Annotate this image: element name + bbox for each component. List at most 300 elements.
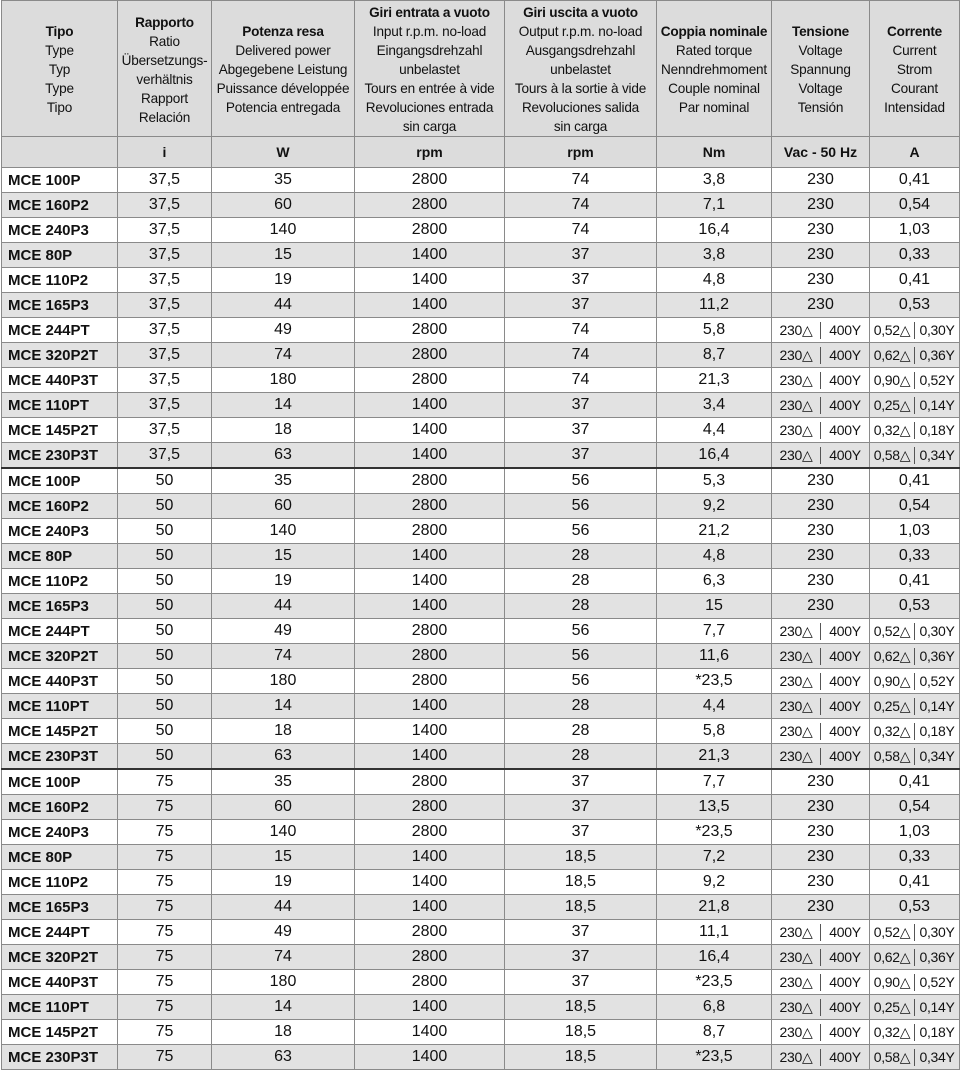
cell-out: 74 — [505, 318, 657, 343]
header-input_rpm-line: sin carga — [402, 119, 457, 134]
cell-type: MCE 230P3T — [2, 1045, 118, 1070]
cell-cur-delta: 0,62△ — [870, 949, 915, 966]
cell-volt-star: 400Y — [829, 723, 861, 739]
header-torque-line: Rated torque — [675, 43, 753, 58]
cell-ratio: 50 — [118, 719, 212, 744]
cell-type: MCE 100P — [2, 468, 118, 494]
header-torque — [657, 1, 772, 137]
header-ratio-line: Rapport — [141, 90, 188, 106]
cell-type: MCE 440P3T — [2, 368, 118, 393]
unit-input_rpm: rpm — [355, 137, 505, 168]
header-input_rpm-line: Input r.p.m. no-load — [372, 24, 487, 39]
cell-volt — [772, 719, 870, 744]
cell-torque: 7,7 — [657, 769, 772, 795]
header-voltage-line: Voltage — [798, 81, 843, 96]
cell-cur-star: 0,36Y — [919, 347, 955, 363]
cell-volt-delta: 230△ — [772, 974, 821, 991]
cell-volt: 230 — [772, 519, 870, 544]
cell-cur — [870, 995, 960, 1020]
cell-out: 74 — [505, 168, 657, 193]
cell-cur-delta: 0,25△ — [870, 397, 915, 414]
cell-cur-delta: 0,90△ — [870, 673, 915, 690]
motor-spec-table — [1, 0, 960, 1070]
cell-type: MCE 320P2T — [2, 343, 118, 368]
cell-cur — [870, 619, 960, 644]
header-voltage — [772, 1, 870, 137]
cell-ratio: 75 — [118, 945, 212, 970]
cell-torque: 16,4 — [657, 945, 772, 970]
cell-cur-star: 0,36Y — [919, 648, 955, 664]
cell-power: 19 — [212, 569, 355, 594]
cell-out: 37 — [505, 970, 657, 995]
table-row — [2, 193, 960, 218]
cell-cur-delta: 0,32△ — [870, 1024, 915, 1041]
cell-torque: *23,5 — [657, 820, 772, 845]
header-current-line: Current — [892, 43, 937, 58]
cell-torque: 8,7 — [657, 1020, 772, 1045]
cell-in: 1400 — [355, 393, 505, 418]
cell-volt — [772, 920, 870, 945]
cell-cur-star: 0,18Y — [919, 723, 955, 739]
cell-volt-star: 400Y — [829, 999, 861, 1015]
cell-volt-delta: 230△ — [772, 322, 821, 339]
cell-power: 140 — [212, 519, 355, 544]
cell-power: 60 — [212, 193, 355, 218]
cell-out: 37 — [505, 820, 657, 845]
cell-in: 2800 — [355, 318, 505, 343]
header-torque-line: Par nominal — [678, 100, 750, 115]
cell-in: 2800 — [355, 494, 505, 519]
cell-type: MCE 80P — [2, 243, 118, 268]
cell-volt-star: 400Y — [829, 322, 861, 338]
cell-cur-delta: 0,25△ — [870, 698, 915, 715]
cell-type: MCE 320P2T — [2, 945, 118, 970]
cell-power: 74 — [212, 945, 355, 970]
cell-cur-delta: 0,90△ — [870, 372, 915, 389]
cell-power: 44 — [212, 895, 355, 920]
cell-cur-star: 0,30Y — [919, 322, 955, 338]
cell-out: 56 — [505, 669, 657, 694]
cell-in: 1400 — [355, 569, 505, 594]
table-row — [2, 619, 960, 644]
cell-torque: 3,8 — [657, 168, 772, 193]
table-row — [2, 694, 960, 719]
cell-in: 2800 — [355, 619, 505, 644]
cell-ratio: 37,5 — [118, 443, 212, 469]
cell-out: 37 — [505, 795, 657, 820]
cell-volt: 230 — [772, 168, 870, 193]
cell-in: 2800 — [355, 193, 505, 218]
cell-cur-delta: 0,52△ — [870, 623, 915, 640]
table-row — [2, 519, 960, 544]
cell-in: 1400 — [355, 418, 505, 443]
cell-cur-star: 0,14Y — [919, 999, 955, 1015]
cell-type: MCE 80P — [2, 544, 118, 569]
table-row — [2, 393, 960, 418]
cell-out: 18,5 — [505, 845, 657, 870]
cell-cur-star: 0,52Y — [919, 673, 955, 689]
cell-cur: 0,41 — [870, 870, 960, 895]
cell-volt-delta: 230△ — [772, 949, 821, 966]
cell-volt-delta: 230△ — [772, 372, 821, 389]
cell-volt — [772, 368, 870, 393]
header-type-line: Tipo — [45, 24, 74, 39]
cell-volt: 230 — [772, 795, 870, 820]
cell-cur — [870, 920, 960, 945]
unit-torque: Nm — [657, 137, 772, 168]
cell-in: 1400 — [355, 544, 505, 569]
cell-torque: 4,4 — [657, 418, 772, 443]
cell-power: 18 — [212, 1020, 355, 1045]
cell-volt: 230 — [772, 468, 870, 494]
cell-cur: 0,41 — [870, 769, 960, 795]
cell-volt-delta: 230△ — [772, 748, 821, 765]
cell-volt: 230 — [772, 193, 870, 218]
cell-torque: 3,8 — [657, 243, 772, 268]
cell-ratio: 50 — [118, 669, 212, 694]
cell-cur: 0,53 — [870, 293, 960, 318]
cell-volt — [772, 995, 870, 1020]
cell-volt-delta: 230△ — [772, 723, 821, 740]
cell-power: 140 — [212, 820, 355, 845]
cell-volt-delta: 230△ — [772, 397, 821, 414]
table-row — [2, 418, 960, 443]
cell-type: MCE 110P2 — [2, 870, 118, 895]
cell-type: MCE 440P3T — [2, 970, 118, 995]
cell-out: 37 — [505, 243, 657, 268]
cell-cur — [870, 368, 960, 393]
cell-torque: 9,2 — [657, 494, 772, 519]
header-power-line: Puissance développée — [216, 81, 350, 96]
header-ratio-line: verhältnis — [136, 71, 193, 87]
cell-type: MCE 240P3 — [2, 519, 118, 544]
cell-cur — [870, 1045, 960, 1070]
cell-volt — [772, 644, 870, 669]
cell-volt — [772, 945, 870, 970]
cell-volt: 230 — [772, 845, 870, 870]
cell-torque: 11,2 — [657, 293, 772, 318]
header-output_rpm-line: Ausgangsdrehzahl — [525, 43, 636, 58]
cell-type: MCE 165P3 — [2, 293, 118, 318]
cell-ratio: 50 — [118, 644, 212, 669]
cell-type: MCE 230P3T — [2, 443, 118, 469]
cell-volt-star: 400Y — [829, 372, 861, 388]
cell-type: MCE 110PT — [2, 995, 118, 1020]
cell-cur-star: 0,30Y — [919, 924, 955, 940]
cell-ratio: 50 — [118, 468, 212, 494]
cell-cur — [870, 443, 960, 469]
table-row — [2, 569, 960, 594]
header-output_rpm-line: Revoluciones salida — [521, 100, 640, 115]
table-row — [2, 594, 960, 619]
cell-cur-star: 0,34Y — [919, 748, 955, 764]
cell-power: 63 — [212, 443, 355, 469]
cell-volt — [772, 744, 870, 770]
cell-volt: 230 — [772, 243, 870, 268]
cell-in: 1400 — [355, 293, 505, 318]
cell-ratio: 75 — [118, 870, 212, 895]
cell-type: MCE 110P2 — [2, 268, 118, 293]
cell-in: 1400 — [355, 443, 505, 469]
table-row — [2, 669, 960, 694]
cell-ratio: 75 — [118, 970, 212, 995]
cell-torque: 21,8 — [657, 895, 772, 920]
header-output_rpm-line: Tours à la sortie à vide — [514, 81, 647, 96]
cell-cur: 0,41 — [870, 168, 960, 193]
cell-cur — [870, 945, 960, 970]
cell-in: 2800 — [355, 368, 505, 393]
cell-volt-star: 400Y — [829, 422, 861, 438]
cell-cur-delta: 0,62△ — [870, 347, 915, 364]
cell-volt-delta: 230△ — [772, 347, 821, 364]
cell-volt-star: 400Y — [829, 698, 861, 714]
table-row — [2, 795, 960, 820]
cell-torque: 6,3 — [657, 569, 772, 594]
cell-power: 19 — [212, 870, 355, 895]
cell-cur: 0,41 — [870, 468, 960, 494]
unit-row — [2, 137, 960, 168]
cell-type: MCE 160P2 — [2, 494, 118, 519]
cell-in: 2800 — [355, 945, 505, 970]
cell-power: 60 — [212, 494, 355, 519]
cell-in: 2800 — [355, 669, 505, 694]
cell-type: MCE 320P2T — [2, 644, 118, 669]
cell-cur: 0,41 — [870, 569, 960, 594]
table-row — [2, 820, 960, 845]
cell-type: MCE 165P3 — [2, 594, 118, 619]
cell-cur-delta: 0,58△ — [870, 447, 915, 464]
cell-cur: 0,53 — [870, 895, 960, 920]
table-row — [2, 293, 960, 318]
cell-cur: 0,54 — [870, 193, 960, 218]
cell-type: MCE 244PT — [2, 920, 118, 945]
cell-ratio: 37,5 — [118, 193, 212, 218]
table-row — [2, 1020, 960, 1045]
cell-ratio: 37,5 — [118, 168, 212, 193]
cell-cur: 0,33 — [870, 243, 960, 268]
cell-cur-delta: 0,32△ — [870, 422, 915, 439]
cell-power: 60 — [212, 795, 355, 820]
cell-in: 1400 — [355, 870, 505, 895]
cell-type: MCE 240P3 — [2, 820, 118, 845]
cell-torque: 15 — [657, 594, 772, 619]
cell-ratio: 50 — [118, 494, 212, 519]
cell-out: 28 — [505, 744, 657, 770]
cell-type: MCE 100P — [2, 769, 118, 795]
table-body — [2, 168, 960, 1070]
table-row — [2, 544, 960, 569]
cell-type: MCE 80P — [2, 845, 118, 870]
cell-volt: 230 — [772, 594, 870, 619]
cell-cur-delta: 0,62△ — [870, 648, 915, 665]
header-row — [2, 1, 960, 137]
cell-power: 35 — [212, 769, 355, 795]
cell-power: 74 — [212, 343, 355, 368]
cell-volt: 230 — [772, 293, 870, 318]
unit-ratio: i — [118, 137, 212, 168]
cell-cur: 0,33 — [870, 845, 960, 870]
header-ratio-line: Übersetzungs- — [121, 52, 208, 68]
header-type-line: Tipo — [46, 100, 73, 115]
cell-power: 14 — [212, 995, 355, 1020]
cell-cur-star: 0,34Y — [919, 1049, 955, 1065]
cell-type: MCE 440P3T — [2, 669, 118, 694]
cell-torque: 11,6 — [657, 644, 772, 669]
header-current-line: Corrente — [886, 24, 943, 39]
cell-torque: 8,7 — [657, 343, 772, 368]
cell-cur-star: 0,52Y — [919, 372, 955, 388]
cell-torque: 16,4 — [657, 443, 772, 469]
cell-power: 18 — [212, 719, 355, 744]
cell-ratio: 75 — [118, 769, 212, 795]
cell-in: 1400 — [355, 694, 505, 719]
cell-cur-delta: 0,52△ — [870, 322, 915, 339]
cell-torque: 21,3 — [657, 744, 772, 770]
cell-power: 140 — [212, 218, 355, 243]
cell-ratio: 37,5 — [118, 318, 212, 343]
cell-torque: 7,7 — [657, 619, 772, 644]
cell-out: 18,5 — [505, 1045, 657, 1070]
cell-power: 63 — [212, 744, 355, 770]
cell-ratio: 50 — [118, 619, 212, 644]
cell-out: 37 — [505, 945, 657, 970]
cell-ratio: 37,5 — [118, 393, 212, 418]
unit-current: A — [870, 137, 960, 168]
header-current-line: Courant — [891, 81, 938, 96]
cell-power: 19 — [212, 268, 355, 293]
cell-type: MCE 145P2T — [2, 1020, 118, 1045]
header-input_rpm-line: Revoluciones entrada — [365, 100, 494, 115]
cell-in: 2800 — [355, 468, 505, 494]
cell-type: MCE 160P2 — [2, 193, 118, 218]
table-row — [2, 368, 960, 393]
cell-ratio: 50 — [118, 544, 212, 569]
cell-ratio: 37,5 — [118, 293, 212, 318]
cell-out: 56 — [505, 519, 657, 544]
cell-cur: 1,03 — [870, 519, 960, 544]
cell-volt — [772, 418, 870, 443]
cell-type: MCE 110P2 — [2, 569, 118, 594]
header-output_rpm-line: sin carga — [553, 119, 608, 134]
table-row — [2, 268, 960, 293]
cell-ratio: 75 — [118, 820, 212, 845]
header-type-line: Typ — [48, 62, 71, 77]
header-type — [2, 1, 118, 137]
table-row — [2, 468, 960, 494]
cell-out: 28 — [505, 719, 657, 744]
cell-volt: 230 — [772, 218, 870, 243]
cell-out: 74 — [505, 368, 657, 393]
cell-torque: 5,3 — [657, 468, 772, 494]
header-ratio-line: Relación — [138, 109, 191, 125]
cell-in: 1400 — [355, 845, 505, 870]
cell-out: 28 — [505, 569, 657, 594]
cell-in: 1400 — [355, 719, 505, 744]
table-row — [2, 920, 960, 945]
cell-cur-star: 0,14Y — [919, 698, 955, 714]
cell-ratio: 50 — [118, 519, 212, 544]
cell-volt-delta: 230△ — [772, 698, 821, 715]
cell-ratio: 50 — [118, 594, 212, 619]
cell-ratio: 75 — [118, 1020, 212, 1045]
header-ratio-line: Ratio — [149, 33, 180, 49]
cell-torque: 13,5 — [657, 795, 772, 820]
cell-in: 1400 — [355, 744, 505, 770]
cell-power: 180 — [212, 368, 355, 393]
cell-in: 1400 — [355, 594, 505, 619]
header-input_rpm-line: Eingangsdrehzahl — [376, 43, 483, 58]
cell-cur-star: 0,52Y — [919, 974, 955, 990]
cell-out: 37 — [505, 268, 657, 293]
unit-type — [2, 137, 118, 168]
cell-volt-delta: 230△ — [772, 1049, 821, 1066]
header-type-line: Type — [45, 81, 74, 96]
cell-power: 49 — [212, 619, 355, 644]
cell-volt-star: 400Y — [829, 924, 861, 940]
cell-torque: 7,1 — [657, 193, 772, 218]
cell-volt-star: 400Y — [829, 623, 861, 639]
cell-out: 28 — [505, 594, 657, 619]
cell-cur: 0,53 — [870, 594, 960, 619]
header-type-line: Type — [45, 43, 74, 58]
cell-ratio: 75 — [118, 845, 212, 870]
cell-ratio: 75 — [118, 795, 212, 820]
cell-in: 2800 — [355, 920, 505, 945]
unit-output_rpm: rpm — [505, 137, 657, 168]
cell-power: 14 — [212, 694, 355, 719]
cell-volt: 230 — [772, 544, 870, 569]
cell-cur-star: 0,18Y — [919, 1024, 955, 1040]
cell-volt — [772, 318, 870, 343]
table-row — [2, 744, 960, 770]
cell-power: 35 — [212, 468, 355, 494]
cell-type: MCE 165P3 — [2, 895, 118, 920]
cell-out: 37 — [505, 293, 657, 318]
cell-volt: 230 — [772, 769, 870, 795]
cell-in: 2800 — [355, 970, 505, 995]
cell-cur-delta: 0,90△ — [870, 974, 915, 991]
cell-cur — [870, 644, 960, 669]
cell-cur — [870, 318, 960, 343]
cell-ratio: 75 — [118, 920, 212, 945]
cell-volt-delta: 230△ — [772, 447, 821, 464]
cell-volt-star: 400Y — [829, 974, 861, 990]
header-current-line: Strom — [896, 62, 933, 77]
cell-torque: 4,8 — [657, 268, 772, 293]
cell-volt — [772, 343, 870, 368]
cell-volt: 230 — [772, 494, 870, 519]
header-power — [212, 1, 355, 137]
header-input_rpm-line: Tours en entrée à vide — [364, 81, 495, 96]
cell-cur-star: 0,14Y — [919, 397, 955, 413]
cell-cur — [870, 744, 960, 770]
cell-type: MCE 230P3T — [2, 744, 118, 770]
cell-torque: 5,8 — [657, 719, 772, 744]
table-row — [2, 243, 960, 268]
cell-volt — [772, 1020, 870, 1045]
cell-out: 28 — [505, 694, 657, 719]
cell-cur-delta: 0,52△ — [870, 924, 915, 941]
table-row — [2, 719, 960, 744]
unit-voltage: Vac - 50 Hz — [772, 137, 870, 168]
cell-volt-star: 400Y — [829, 648, 861, 664]
header-torque-line: Nenndrehmoment — [660, 62, 767, 77]
cell-out: 18,5 — [505, 995, 657, 1020]
table-row — [2, 845, 960, 870]
cell-type: MCE 100P — [2, 168, 118, 193]
header-output_rpm — [505, 1, 657, 137]
cell-out: 56 — [505, 619, 657, 644]
